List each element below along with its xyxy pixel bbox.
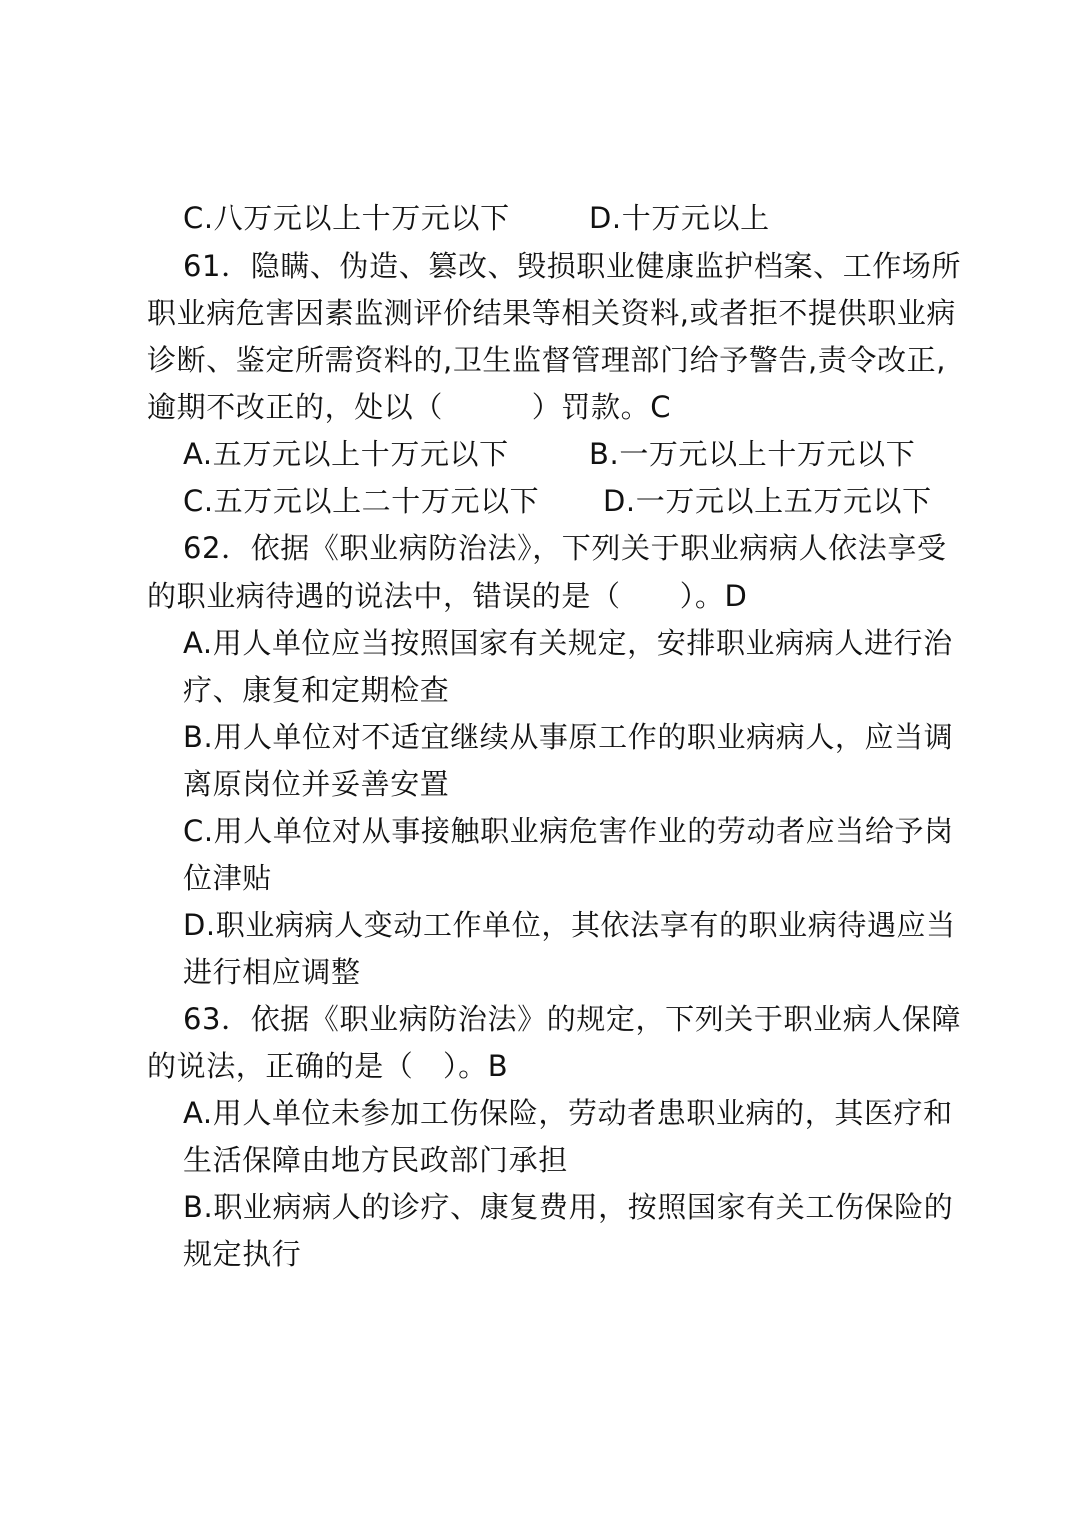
prev-option-c: C.八万元以上十万元以下 bbox=[183, 201, 510, 235]
q63-option-a-line-1: A.用人单位未参加工伤保险，劳动者患职业病的，其医疗和 bbox=[183, 1096, 953, 1130]
q61-stem-line-2: 职业病危害因素监测评价结果等相关资料,或者拒不提供职业病 bbox=[147, 296, 957, 330]
q61-option-b: B.一万元以上十万元以下 bbox=[589, 437, 916, 471]
q61-option-c: C.五万元以上二十万元以下 bbox=[183, 484, 540, 518]
q61-stem-line-1: 61．隐瞒、伪造、篡改、毁损职业健康监护档案、工作场所 bbox=[183, 249, 962, 283]
q62-option-c-line-2: 位津贴 bbox=[183, 861, 272, 895]
q63-stem-line-2: 的说法，正确的是（ ）。B bbox=[147, 1049, 509, 1083]
q63-option-a-line-2: 生活保障由地方民政部门承担 bbox=[183, 1143, 568, 1177]
q63-option-b-line-2: 规定执行 bbox=[183, 1237, 302, 1271]
q61-stem-line-3: 诊断、鉴定所需资料的,卫生监督管理部门给予警告,责令改正, bbox=[147, 343, 947, 377]
q62-option-b-line-2: 离原岗位并妥善安置 bbox=[183, 767, 450, 801]
q62-stem-line-1: 62．依据《职业病防治法》，下列关于职业病病人依法享受 bbox=[183, 531, 947, 565]
q62-option-b-line-1: B.用人单位对不适宜继续从事原工作的职业病病人，应当调 bbox=[183, 720, 954, 754]
q61-option-a: A.五万元以上十万元以下 bbox=[183, 437, 509, 471]
q61-stem-line-4: 逾期不改正的，处以（ ）罚款。C bbox=[147, 390, 672, 424]
q62-option-d-line-2: 进行相应调整 bbox=[183, 955, 361, 989]
prev-option-d: D.十万元以上 bbox=[589, 201, 770, 235]
q61-option-d: D.一万元以上五万元以下 bbox=[603, 484, 932, 518]
q62-option-d-line-1: D.职业病病人变动工作单位，其依法享有的职业病待遇应当 bbox=[183, 908, 956, 942]
q63-option-b-line-1: B.职业病病人的诊疗、康复费用，按照国家有关工伤保险的 bbox=[183, 1190, 954, 1224]
q62-option-c-line-1: C.用人单位对从事接触职业病危害作业的劳动者应当给予岗 bbox=[183, 814, 954, 848]
q63-stem-line-1: 63．依据《职业病防治法》的规定，下列关于职业病人保障 bbox=[183, 1002, 962, 1036]
q62-option-a-line-2: 疗、康复和定期检查 bbox=[183, 673, 450, 707]
q62-option-a-line-1: A.用人单位应当按照国家有关规定，安排职业病病人进行治 bbox=[183, 626, 953, 660]
q62-stem-line-2: 的职业病待遇的说法中，错误的是（ ）。D bbox=[147, 579, 748, 613]
